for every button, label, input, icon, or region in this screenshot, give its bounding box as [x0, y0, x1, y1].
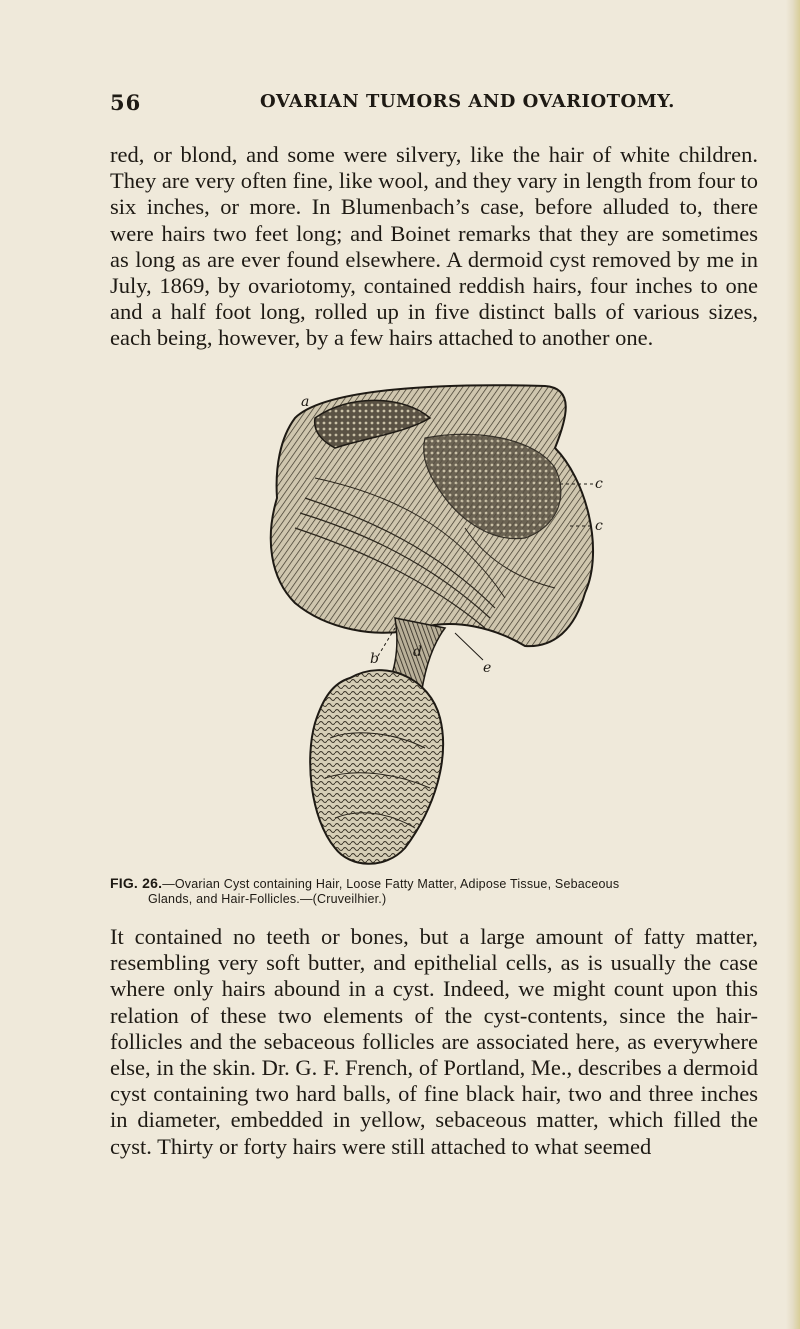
figure-number: FIG. 26.	[110, 875, 163, 891]
figure-label-d: d	[413, 644, 422, 660]
paragraph-1: red, or blond, and some were silvery, like the hair of white children. They are very often fine, like wool, and they vary in length from four to six inches, or more. In Blumenbach’s case, before alluded to, there were hairs two feet long; and Boinet remarks that they are sometimes as long as are ever found elsewhere. A dermoid cyst removed by me in July, 1869, by ovariotomy, contained reddish hairs, four inches to one and a half foot long, rolled up in five distinct balls of various sizes, each being, however, by a few hairs attached to another one.	[110, 142, 758, 351]
figure-label-c-top: c	[595, 476, 603, 492]
figure-label-c-mid: c	[595, 518, 603, 534]
figure-illustration	[255, 378, 625, 872]
paragraph-2: It contained no teeth or bones, but a large amount of fatty matter, resembling very soft butter, and epithelial cells, as is usually the case where only hairs abound in a cyst. Indeed, we might count upon this relation of these two elements of the cyst-contents, since the hair-follicles and the sebaceous follicles are associated here, as everywhere else, in the skin. Dr. G. F. French, of Portland, Me., describes a dermoid cyst containing two hard balls, of fine black hair, two and three inches in diameter, embedded in yellow, sebaceous matter, which filled the cyst. Thirty or forty hairs were still attached to what seemed	[110, 924, 758, 1159]
ovarian-cyst-engraving	[255, 378, 625, 872]
figure-label-a: a	[301, 394, 310, 410]
caption-line-1: —Ovarian Cyst containing Hair, Loose Fatty Matter, Adipose Tissue, Sebaceous	[162, 877, 620, 891]
caption-line-2: Glands, and Hair-Follicles.—(Cruveilhier.)	[148, 892, 387, 906]
figure-caption	[110, 876, 760, 907]
page-number: 56	[110, 90, 142, 115]
page-header	[110, 90, 710, 118]
running-title: OVARIAN TUMORS AND OVARIOTOMY.	[260, 91, 675, 112]
figure-label-b: b	[370, 651, 379, 667]
page-edge	[786, 0, 800, 1329]
figure-label-e: e	[483, 660, 492, 676]
